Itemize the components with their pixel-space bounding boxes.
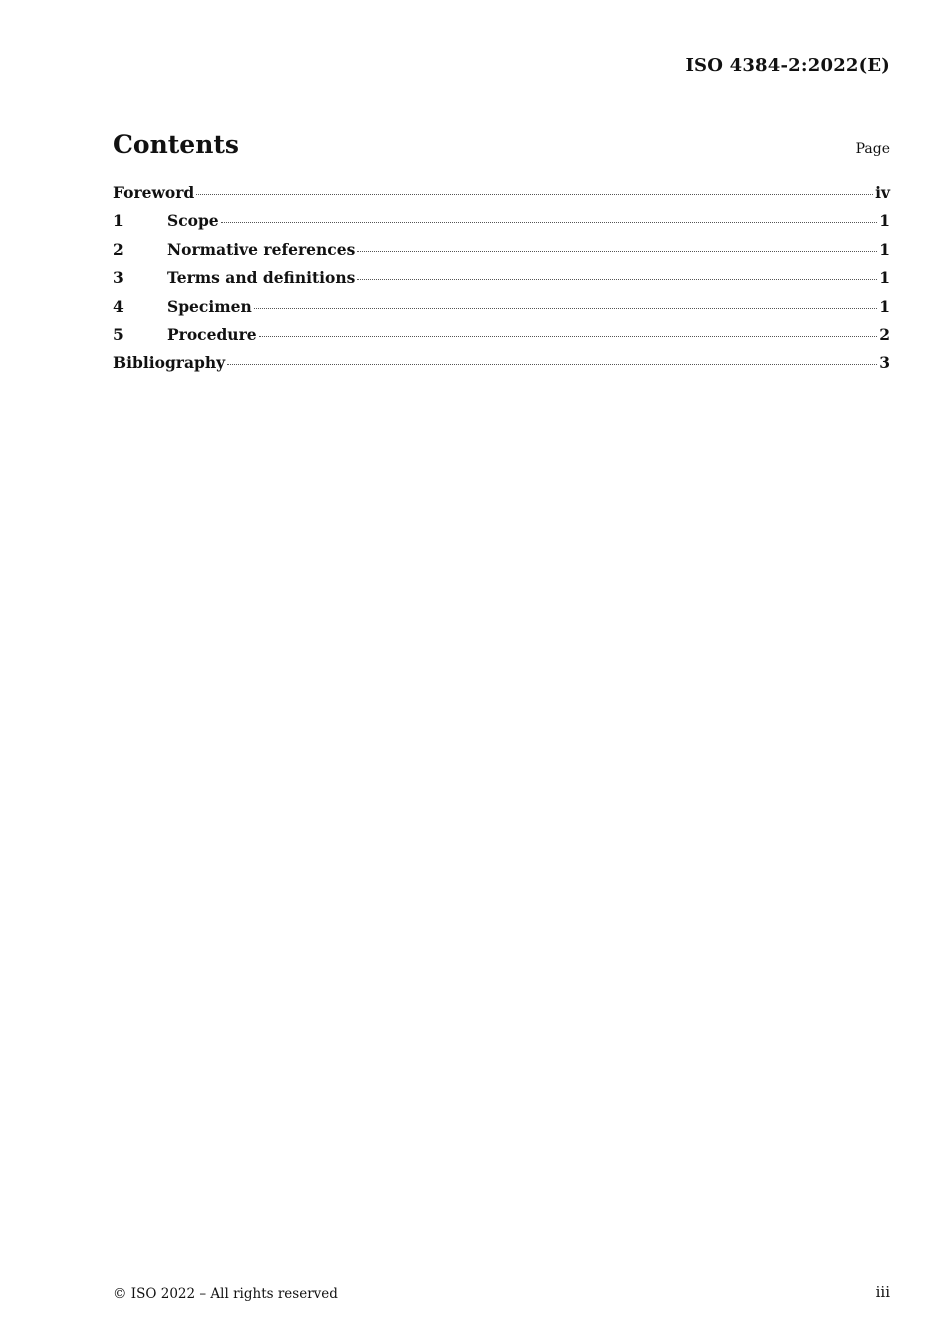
toc-entry-title: Terms and definitions	[167, 268, 356, 288]
toc-entry-page: 1	[879, 268, 890, 288]
footer-page-number: iii	[875, 1283, 890, 1301]
toc-entry-page: 1	[879, 296, 890, 316]
toc-leader	[221, 222, 878, 223]
toc-header	[113, 130, 890, 159]
toc-entry-number: 4	[113, 296, 124, 316]
toc-entry-procedure[interactable]	[113, 325, 890, 353]
toc-entry-title: Bibliography	[113, 353, 226, 373]
toc-entry-number: 1	[113, 211, 124, 231]
toc-leader	[259, 336, 878, 337]
toc-page-label: Page	[855, 141, 890, 157]
toc-leader	[357, 279, 877, 280]
toc-entry-number: 5	[113, 324, 124, 344]
toc-entry-terms-and-definitions[interactable]	[113, 268, 890, 296]
toc-entry-title: Normative references	[167, 239, 356, 259]
document-id: ISO 4384-2:2022(E)	[685, 55, 890, 76]
toc-entry-scope[interactable]	[113, 211, 890, 239]
toc-leader	[227, 364, 877, 365]
toc-entry-page: 2	[879, 324, 890, 344]
toc-title: Contents	[113, 130, 240, 159]
toc-entry-normative-references[interactable]	[113, 240, 890, 268]
toc-leader	[254, 308, 877, 309]
toc-entry-title: Procedure	[167, 324, 257, 344]
toc-entry-number: 3	[113, 268, 124, 288]
toc-list	[113, 183, 890, 382]
toc-leader	[196, 194, 873, 195]
toc-entry-title: Specimen	[167, 296, 252, 316]
toc-entry-page: 1	[879, 239, 890, 259]
toc-entry-number: 2	[113, 239, 124, 259]
toc-entry-page: 3	[879, 353, 890, 373]
toc-entry-title: Scope	[167, 211, 219, 231]
toc-entry-bibliography[interactable]	[113, 353, 890, 381]
footer-copyright: © ISO 2022 – All rights reserved	[113, 1286, 338, 1302]
toc-entry-specimen[interactable]	[113, 297, 890, 325]
toc-entry-title: Foreword	[113, 183, 195, 202]
toc-leader	[357, 251, 877, 252]
toc-entry-page: iv	[875, 183, 890, 202]
toc-entry-page: 1	[879, 211, 890, 231]
toc-entry-foreword[interactable]	[113, 183, 890, 211]
